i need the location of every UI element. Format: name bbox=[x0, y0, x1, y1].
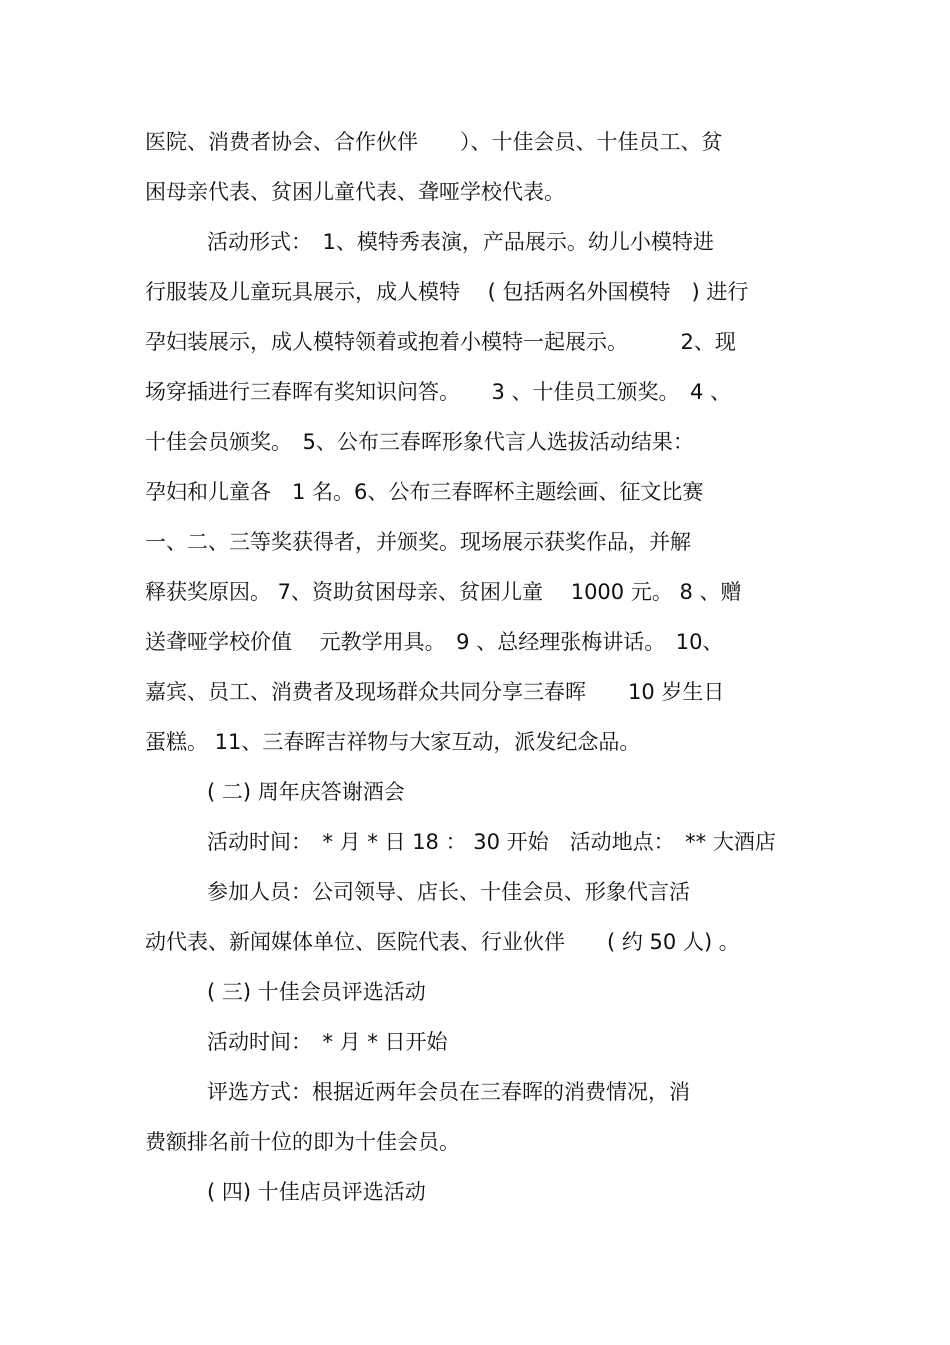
section-heading-3: ( 三) 十佳会员评选活动 bbox=[207, 980, 426, 1004]
body-line-7: 十佳会员颁奖。 5、公布三春晖形象代言人选拔活动结果： bbox=[145, 430, 694, 454]
body-line-12: 嘉宾、员工、消费者及现场群众共同分享三春晖 10 岁生日 bbox=[145, 680, 725, 704]
body-line-4: 行服装及儿童玩具展示，成人模特 ( 包括两名外国模特 ) 进行 bbox=[145, 280, 749, 304]
body-line-3: 活动形式： 1、模特秀表演，产品展示。幼儿小模特进 bbox=[207, 230, 714, 254]
body-line-16: 参加人员：公司领导、店长、十佳会员、形象代言活 bbox=[207, 880, 690, 904]
body-line-21: 费额排名前十位的即为十佳会员。 bbox=[145, 1130, 460, 1154]
body-line-2: 困母亲代表、贫困儿童代表、聋哑学校代表。 bbox=[145, 180, 565, 204]
body-line-5: 孕妇装展示，成人模特领着或抱着小模特一起展示。 2、现 bbox=[145, 330, 736, 354]
body-line-11: 送聋哑学校价值 元教学用具。 9 、总经理张梅讲话。 10、 bbox=[145, 630, 724, 654]
section-heading-4: ( 四) 十佳店员评选活动 bbox=[207, 1180, 426, 1204]
body-line-1: 医院、消费者协会、合作伙伴 ）、十佳会员、十佳员工、贫 bbox=[145, 130, 723, 154]
body-line-17: 动代表、新闻媒体单位、医院代表、行业伙伴 ( 约 50 人) 。 bbox=[145, 930, 740, 954]
body-line-8: 孕妇和儿童各 1 名。6、公布三春晖杯主题绘画、征文比赛 bbox=[145, 480, 704, 504]
body-line-10: 释获奖原因。 7、资助贫困母亲、贫困儿童 1000 元。 8 、赠 bbox=[145, 580, 742, 604]
body-line-20: 评选方式：根据近两年会员在三春晖的消费情况，消 bbox=[207, 1080, 690, 1104]
section-heading-2: ( 二) 周年庆答谢酒会 bbox=[207, 780, 405, 804]
body-line-13: 蛋糕。 11、三春晖吉祥物与大家互动，派发纪念品。 bbox=[145, 730, 641, 754]
body-line-19: 活动时间： * 月 * 日开始 bbox=[207, 1030, 448, 1054]
body-line-6: 场穿插进行三春晖有奖知识问答。 3 、十佳员工颁奖。 4 、 bbox=[145, 380, 732, 404]
body-line-15: 活动时间： * 月 * 日 18 ： 30 开始 活动地点： ** 大酒店 bbox=[207, 830, 776, 854]
body-line-9: 一、二、三等奖获得者，并颁奖。现场展示获奖作品，并解 bbox=[145, 530, 691, 554]
